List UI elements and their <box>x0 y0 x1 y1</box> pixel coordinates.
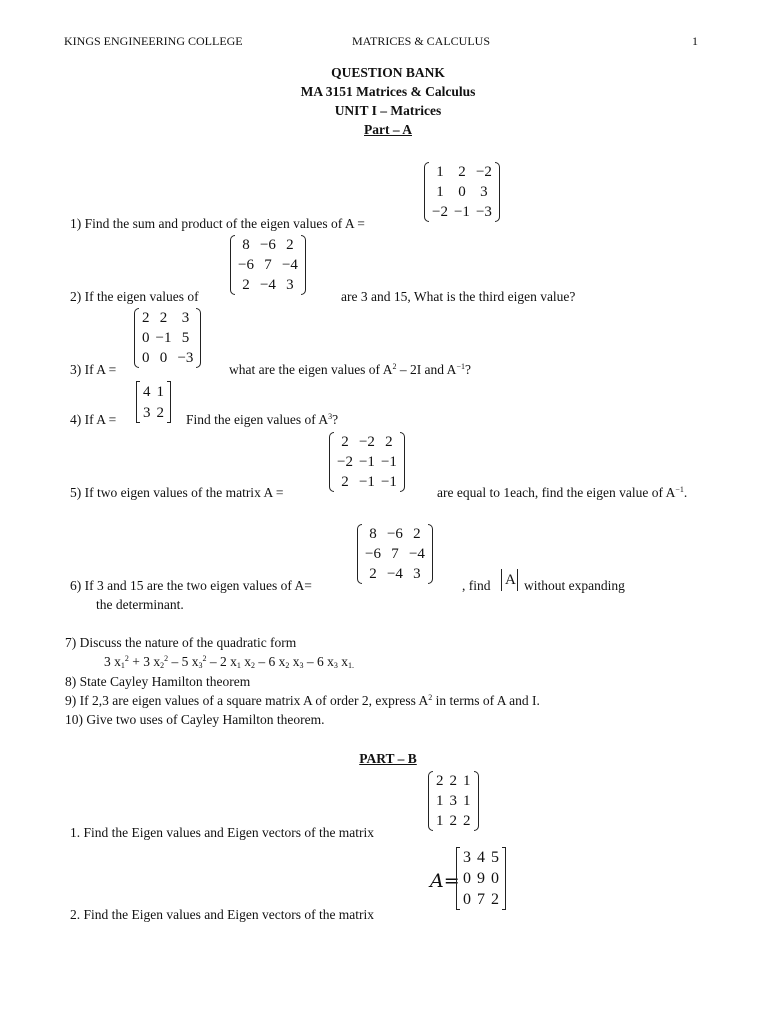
bracket-right <box>167 381 171 423</box>
question-5-post: are equal to 1each, find the eigen value of $A^{-1}$. <box>437 485 688 500</box>
matrix-entry: 2 <box>436 773 444 789</box>
matrix-entry: 2 <box>463 813 471 829</box>
bracket-right <box>502 847 506 910</box>
bracket-right <box>474 771 479 831</box>
bracket-right <box>428 524 433 584</box>
matrix-b2 <box>456 847 506 910</box>
matrix-row <box>362 544 428 564</box>
question-3-pre: 3) If A = <box>70 362 117 377</box>
matrix-q2 <box>230 235 306 295</box>
matrix-entry: 2 <box>449 773 457 789</box>
matrix-entry: 3 <box>143 404 151 421</box>
matrix-entry: −1 <box>358 474 375 490</box>
part-a-heading: Part – A <box>364 122 412 137</box>
question-6-mid: , find <box>462 578 491 593</box>
doc-title: QUESTION BANK <box>331 65 445 80</box>
matrix-row <box>139 348 196 368</box>
matrix-entry: 2 <box>385 434 393 450</box>
matrix-entry: 9 <box>477 870 485 887</box>
matrix-entry: −6 <box>386 526 403 542</box>
matrix-b1 <box>428 771 479 831</box>
matrix-row <box>140 402 167 423</box>
matrix-entry: 4 <box>477 849 485 866</box>
matrix-entry: 3 <box>463 849 471 866</box>
matrix-entry: 0 <box>458 184 466 200</box>
matrix-entry: −4 <box>281 257 298 273</box>
matrix-entry: 2 <box>341 474 349 490</box>
matrix-entry: −2 <box>432 204 448 220</box>
matrix-b2-lhs: A= <box>430 870 460 892</box>
matrix-entry: −2 <box>358 434 375 450</box>
matrix-entry: 1 <box>436 184 444 200</box>
matrix-row <box>433 771 474 791</box>
matrix-entry: 1 <box>436 813 444 829</box>
matrix-entry: −6 <box>259 237 276 253</box>
bracket-right <box>495 162 500 222</box>
matrix-entry: 3 <box>480 184 488 200</box>
det-a: A <box>505 572 516 588</box>
matrix-row <box>429 162 495 182</box>
question-10: 10) Give two uses of Cayley Hamilton theorem. <box>65 712 325 727</box>
unit-title: UNIT I – Matrices <box>334 103 442 118</box>
matrix-entry: 1 <box>156 383 164 400</box>
matrix-entry: 2 <box>242 277 250 293</box>
matrix-row <box>139 308 196 328</box>
bracket-right <box>196 308 201 368</box>
matrix-entry: −3 <box>475 204 492 220</box>
matrix-entry: 2 <box>458 164 466 180</box>
matrix-row <box>334 452 400 472</box>
matrix-entry: 2 <box>449 813 457 829</box>
matrix-q6 <box>357 524 433 584</box>
part-b-question-2: 2. Find the Eigen values and Eigen vectors of the matrix <box>70 907 375 922</box>
question-6-line2: the determinant. <box>96 597 184 612</box>
matrix-entry: 2 <box>286 237 294 253</box>
matrix-entry: 0 <box>491 870 499 887</box>
matrix-row <box>362 564 428 584</box>
matrix-entry: −1 <box>358 454 375 470</box>
page-number: 1 <box>692 34 698 48</box>
matrix-row <box>460 847 502 868</box>
matrix-entry: 1 <box>463 793 471 809</box>
question-7: 7) Discuss the nature of the quadratic form <box>65 635 297 650</box>
matrix-entry: 0 <box>142 350 150 366</box>
question-4-pre: 4) If A = <box>70 412 117 427</box>
question-9: 9) If 2,3 are eigen values of a square matrix A of order 2, express $A^2$ in terms of A and I. <box>65 693 540 708</box>
matrix-entry: 3 <box>181 310 190 326</box>
matrix-entry: −1 <box>453 204 470 220</box>
matrix-q3 <box>134 308 201 368</box>
matrix-entry: 1 <box>463 773 471 789</box>
matrix-row <box>460 889 502 910</box>
matrix-q5 <box>329 432 405 492</box>
header-subject: MATRICES & CALCULUS <box>352 34 491 48</box>
matrix-row <box>235 235 301 255</box>
matrix-entry: 4 <box>143 383 151 400</box>
part-b-question-1: 1. Find the Eigen values and Eigen vectors of the matrix <box>70 825 375 840</box>
question-5-pre: 5) If two eigen values of the matrix A = <box>70 485 284 500</box>
matrix-entry: 5 <box>181 330 190 346</box>
matrix-entry: 7 <box>264 257 272 273</box>
matrix-entry: 8 <box>369 526 377 542</box>
matrix-entry: 7 <box>391 546 399 562</box>
matrix-row <box>139 328 196 348</box>
matrix-entry: −1 <box>155 330 172 346</box>
part-b-heading: PART – B <box>359 751 417 766</box>
matrix-entry: 0 <box>142 330 150 346</box>
matrix-q4 <box>136 381 171 423</box>
matrix-row <box>433 791 474 811</box>
matrix-entry: −1 <box>380 454 397 470</box>
matrix-row <box>235 275 301 295</box>
matrix-entry: −6 <box>365 546 381 562</box>
quadratic-form: 3 $x_1^2 + 3$ $x_2^2 - 5$ $x_3^2 - 2$ $x_1$ $x_2 - 6$ $x_2$ $x_3 - 6$ $x_3$ $x_{1.}$ <box>104 654 354 670</box>
matrix-entry: 3 <box>413 566 421 582</box>
matrix-entry: −4 <box>386 566 403 582</box>
matrix-entry: 5 <box>491 849 499 866</box>
matrix-entry: 7 <box>477 891 485 908</box>
matrix-entry: −6 <box>238 257 254 273</box>
matrix-entry: −2 <box>337 454 353 470</box>
matrix-entry: 0 <box>159 350 168 366</box>
bracket-right <box>400 432 405 492</box>
matrix-entry: −2 <box>475 164 492 180</box>
matrix-entry: 2 <box>369 566 377 582</box>
matrix-entry: 2 <box>156 404 164 421</box>
question-8: 8) State Cayley Hamilton theorem <box>65 674 251 689</box>
matrix-entry: 2 <box>491 891 499 908</box>
question-2-post: are 3 and 15, What is the third eigen value? <box>341 289 576 304</box>
matrix-q1 <box>424 162 500 222</box>
matrix-row <box>429 202 495 222</box>
matrix-entry: −4 <box>259 277 276 293</box>
matrix-row <box>429 182 495 202</box>
matrix-entry: 2 <box>413 526 421 542</box>
matrix-entry: 3 <box>286 277 294 293</box>
matrix-row <box>334 472 400 492</box>
question-3-post: what are the eigen values of $A^2 - 2I$ and $A^{-1}$? <box>229 362 471 377</box>
matrix-entry: 8 <box>242 237 250 253</box>
question-1: 1) Find the sum and product of the eigen values of A = <box>70 216 365 231</box>
matrix-entry: 0 <box>463 870 471 887</box>
matrix-entry: 0 <box>463 891 471 908</box>
matrix-row <box>140 381 167 402</box>
question-6-post: without expanding <box>524 578 625 593</box>
matrix-entry: −4 <box>408 546 425 562</box>
matrix-entry: 1 <box>436 793 444 809</box>
matrix-entry: 2 <box>159 310 168 326</box>
matrix-entry: 2 <box>341 434 349 450</box>
matrix-row <box>235 255 301 275</box>
matrix-entry: 1 <box>436 164 444 180</box>
question-4-post: Find the eigen values of $A^3$? <box>186 412 339 427</box>
question-2-pre: 2) If the eigen values of <box>70 289 199 304</box>
question-6-pre: 6) If 3 and 15 are the two eigen values of A= <box>70 578 312 593</box>
matrix-row <box>362 524 428 544</box>
course-title: MA 3151 Matrices & Calculus <box>300 84 476 99</box>
header-college: KINGS ENGINEERING COLLEGE <box>64 34 243 48</box>
matrix-row <box>460 868 502 889</box>
matrix-entry: −1 <box>380 474 397 490</box>
matrix-row <box>433 811 474 831</box>
bracket-right <box>301 235 306 295</box>
matrix-entry: −3 <box>177 350 194 366</box>
matrix-row <box>334 432 400 452</box>
matrix-entry: 2 <box>142 310 150 326</box>
matrix-entry: 3 <box>449 793 457 809</box>
